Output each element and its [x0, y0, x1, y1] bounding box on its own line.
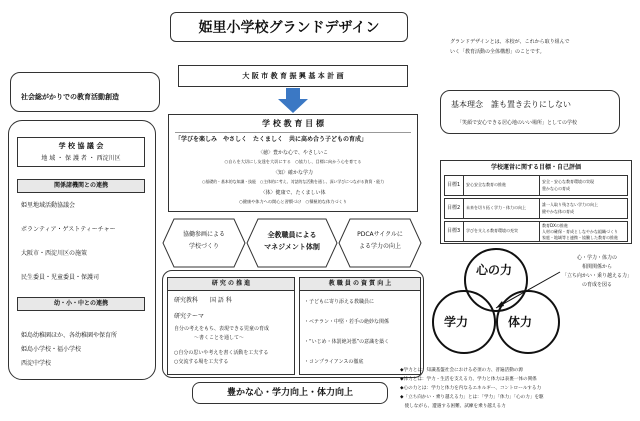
goal-virtue-items: ○自らを大切にし友達を大切にする ○協力し、目標に向かう心を育てる — [224, 159, 362, 164]
note-line: ◆「立ち向かい・乗り越える力」とは：「学力」「体力」「心の力」を駆 — [400, 395, 544, 400]
note-line: ◆心の力とは：学力と体力を内なるエネルギー、コントロールする力 — [400, 386, 542, 391]
evaluation-row-divider — [463, 176, 464, 195]
research-point: ○自分の思いや考えを書く活動を工夫する — [174, 350, 269, 356]
hexagon-right-line-2: よる学力の向上 — [358, 243, 401, 250]
principle-text: 「笑顔で安心できる居心地のいい場所」としての学校 — [457, 120, 578, 126]
lower-center-frame — [162, 270, 424, 378]
evaluation-row-divider — [539, 199, 540, 218]
evaluation-row-label: 目標2 — [447, 205, 461, 211]
bottom-banner — [192, 382, 388, 404]
staff-panel — [299, 277, 421, 375]
goal-wisdom-title: 〈知〉確かな学力 — [272, 170, 313, 176]
evaluation-row-label: 目標3 — [447, 228, 461, 234]
osaka-plan: 大 阪 市 教 育 振 興 基 本 計 画 — [242, 72, 344, 80]
related-item: 大阪市・西淀川区の施策 — [21, 250, 88, 257]
staff-item: ・子どもに寄り添える教職員に — [304, 299, 375, 305]
evaluation-row-divider — [463, 199, 464, 218]
goal-wisdom-items: ○基礎的・基本的な知識・技能 ○主体的に考え、対話的な活動を通し、深い学びにつながる資質・能力 — [201, 179, 385, 184]
callout-line-1: 心・学力・体力の — [576, 255, 617, 261]
evaluation-table — [440, 160, 632, 244]
evaluation-row — [444, 175, 628, 196]
principle-box — [440, 90, 620, 134]
hexagon-center-line-2: マネジメント体制 — [264, 243, 320, 251]
research-theme-line-1: 自分の考えをもち、表現できる児童の育成 — [174, 326, 270, 332]
related-item: 姫里地域活動協議会 — [21, 202, 76, 209]
note-line: ◆体力とは：学力・生活を支える力、学力と体力は表裏一体の関係 — [400, 377, 537, 382]
callout-pointer-icon — [492, 270, 562, 310]
evaluation-row-target: 未来を切り拓く学力・体力の向上 — [466, 205, 526, 210]
hexagon-left-line-1: 協働参画による — [182, 231, 225, 238]
kinder-item: 姫島小学校・福小学校 — [21, 346, 82, 353]
council-title: 学 校 協 議 会 — [58, 142, 104, 150]
callout-line-3: 「立ち向かい・乗り越える力」 — [561, 273, 632, 279]
evaluation-row-detail: 安全・安心な教育環境の実現 — [542, 179, 594, 184]
heart-label: 心の力 — [476, 263, 513, 277]
research-point: ○交流する場を工夫する — [174, 359, 229, 365]
kinder-title: 幼・小・中との連携 — [53, 300, 108, 307]
title-box — [170, 12, 408, 42]
hexagon-right-line-1: PDCAサイクルに — [357, 231, 403, 238]
evaluation-row — [444, 198, 628, 219]
study-label: 学力 — [444, 315, 469, 329]
left-heading: 社会総がかりでの教育活動創造 — [21, 93, 119, 101]
evaluation-row-target: 安心安全な教育の推進 — [466, 182, 506, 187]
goal-body-title: 〈体〉健康で、たくましい体 — [260, 190, 326, 196]
related-title: 関係諸機関との連携 — [53, 182, 108, 189]
goal-body-items: ○健康や体力への関心と習慣づけ ○積極的な体力づくり — [239, 199, 347, 204]
bottom-banner-text: 豊かな心・学力向上・体力向上 — [226, 388, 353, 398]
down-arrow-icon — [276, 88, 310, 114]
evaluation-row-detail: 教育DXの推進 — [542, 223, 568, 228]
related-title-box — [17, 179, 145, 193]
note-line: 使しながら、遭遇する困難、試練を乗り越える力 — [400, 404, 506, 409]
evaluation-row-label: 目標1 — [447, 182, 461, 188]
goal-title: 学 校 教 育 目 標 — [262, 119, 324, 128]
goal-main: 「学びを楽しみ やさしく たくましく 共に高め合う子どもの育成」 — [175, 136, 368, 143]
kinder-title-box — [17, 297, 145, 311]
evaluation-row — [444, 221, 628, 242]
callout-line-4: の育成を図る — [581, 282, 612, 288]
kinder-item: 西淀中学校 — [21, 360, 52, 367]
staff-item: ・ベテラン・中堅・若手の絶妙な関係 — [304, 319, 390, 325]
goal-divider — [175, 132, 411, 133]
evaluation-row-divider — [463, 222, 464, 241]
council-members: 地 域 ・ 保 護 者 ・ 西淀川区 — [41, 155, 121, 162]
evaluation-row-target: 学びを支える教育環境の充実 — [466, 228, 518, 233]
research-panel — [167, 277, 295, 375]
evaluation-row-divider — [539, 222, 540, 241]
osaka-plan-box — [178, 65, 408, 87]
school-goal-box — [168, 114, 418, 212]
evaluation-row-detail: 健やかな体の育成 — [542, 209, 574, 214]
evaluation-row-detail: 家庭・地域等と連携・協働した教育の推進 — [542, 235, 618, 240]
page-title: 姫里小学校グランドデザイン — [198, 20, 380, 36]
hexagon-left-line-2: 学校づくり — [188, 243, 219, 250]
note-line: ◆学力とは：知識基盤社会における必須の力、普遍活動の源 — [400, 368, 523, 373]
principle-title: 基本理念 誰も置き去りにしない — [451, 100, 571, 109]
research-title: 研 究 の 推 進 — [211, 280, 251, 287]
research-theme-line-2: ～書くことを通して～ — [194, 335, 245, 341]
research-subject: 研究教科 国 語 科 — [174, 297, 232, 304]
evaluation-title: 学校運営に関する目標・自己評価 — [490, 164, 581, 171]
staff-item: ・コンプライアンスの徹底 — [304, 359, 364, 365]
evaluation-row-detail: 豊かな心の育成 — [542, 186, 570, 191]
kinder-item: 姫島幼稚園ほか、各幼稚園や保育所 — [21, 332, 118, 339]
staff-title-bar — [300, 278, 420, 291]
left-heading-box — [10, 72, 160, 112]
related-item: 民生委員・児童委員・保護司 — [21, 274, 100, 281]
council-box — [17, 137, 145, 167]
body-label: 体力 — [508, 315, 533, 329]
research-theme-label: 研究テーマ — [174, 313, 205, 320]
description-line-1: グランドデザインとは、本校が、これから取り組んで — [450, 39, 570, 45]
goal-virtue-title: 〈徳〉豊かな心で、やさしいこ — [258, 150, 328, 156]
staff-item: ・“いじめ・体罰絶対悪”の意識を築く — [304, 339, 390, 345]
callout-line-2: 相関関係から — [581, 264, 612, 270]
research-title-bar — [168, 278, 294, 291]
related-item: ボランティア・ゲストティーチャー — [21, 226, 116, 233]
left-panel — [8, 120, 156, 380]
staff-title: 教 職 員 の 資 質 向 上 — [328, 280, 392, 287]
evaluation-row-detail: 人材の確保・育成としなやかな組織づくり — [542, 229, 618, 234]
hexagon-center-line-1: 全教職員による — [267, 231, 317, 239]
description-line-2: いく「教育活動の全体構想」のことです。 — [450, 49, 545, 55]
evaluation-row-detail: 誰一人取り残さない学力の向上 — [542, 202, 598, 207]
evaluation-row-divider — [539, 176, 540, 195]
